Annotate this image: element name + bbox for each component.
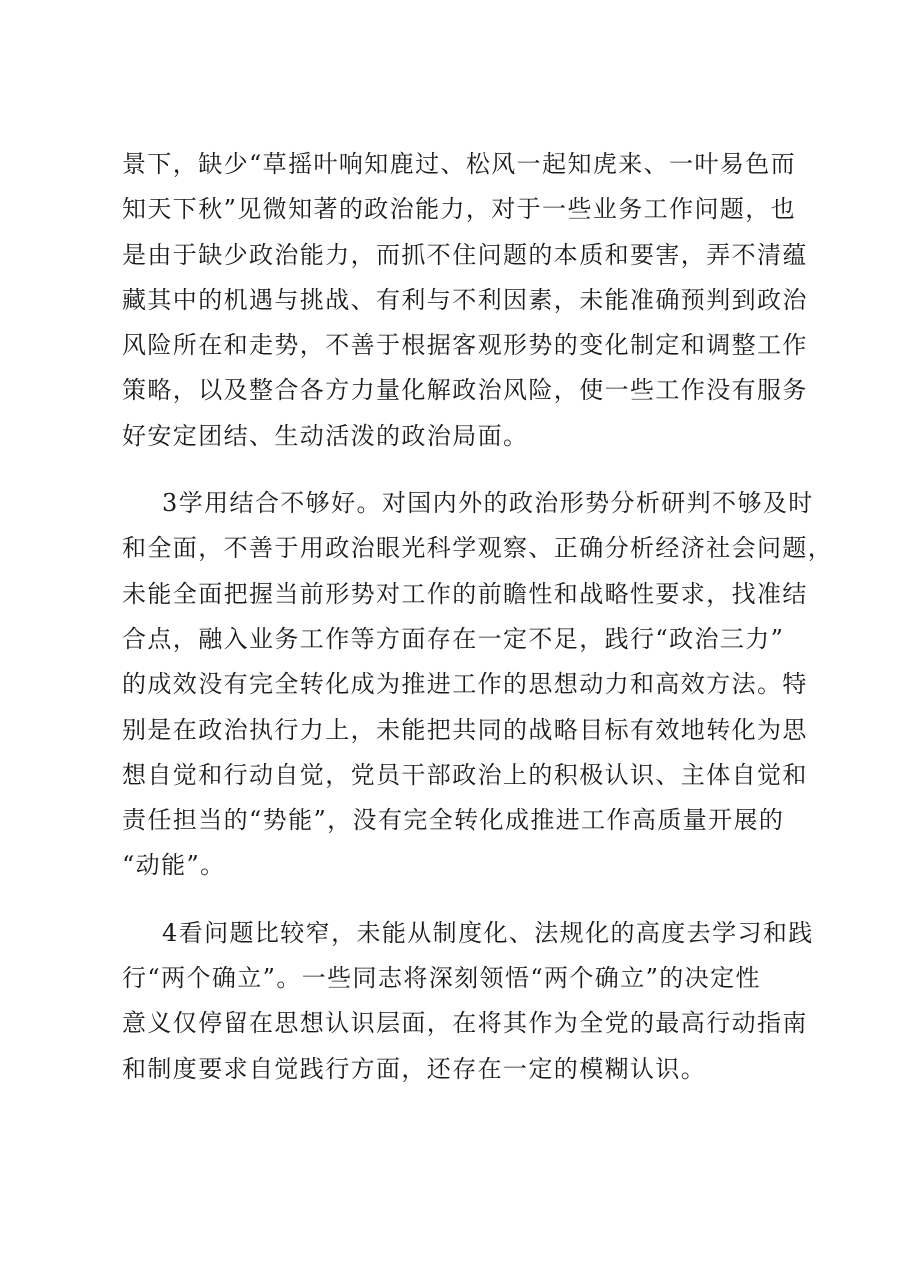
text-line: 责任担当的“势能”，没有完全转化成推进工作高质量开展的: [122, 806, 785, 835]
paragraph-3: [122, 911, 814, 1092]
text-line: 藏其中的机遇与挑战、有利与不利因素，未能准确预判到政治: [122, 285, 808, 314]
text-line: 行“两个确立”。一些同志将深刻领悟“两个确立”的决定性: [122, 964, 761, 993]
text-line: 风险所在和走势，不善于根据客观形势的变化制定和调整工作: [122, 331, 808, 360]
text-line: 未能全面把握当前形势对工作的前瞻性和战略性要求，找准结: [122, 579, 808, 608]
paragraph-spacer: [122, 889, 802, 911]
text-line: 4看问题比较窄，未能从制度化、法规化的高度去学习和践: [162, 918, 814, 947]
paragraph-1: [122, 142, 808, 459]
text-line: “动能”。: [122, 851, 226, 880]
text-line: 策略，以及整合各方力量化解政治风险，使一些工作没有服务: [122, 376, 808, 405]
text-line: 知天下秋”见微知著的政治能力，对于一些业务工作问题，也: [122, 195, 797, 224]
document-body: [122, 142, 834, 1092]
text-line: 和全面，不善于用政治眼光科学观察、正确分析经济社会问题，: [122, 534, 834, 563]
text-line: 意义仅停留在思想认识层面，在将其作为全党的最高行动指南: [122, 1009, 808, 1038]
paragraph-2: [122, 481, 834, 889]
text-line: 合点，融入业务工作等方面存在一定不足，践行“政治三力”: [122, 624, 785, 653]
text-line: 好安定团结、生动活泼的政治局面。: [122, 421, 529, 450]
text-line: 别是在政治执行力上，未能把共同的战略目标有效地转化为思: [122, 715, 808, 744]
text-line: 3学用结合不够好。对国内外的政治形势分析研判不够及时: [162, 489, 814, 518]
paragraph-spacer: [122, 459, 802, 481]
text-line: 是由于缺少政治能力，而抓不住问题的本质和要害，弄不清蕴: [122, 240, 808, 269]
text-line: 和制度要求自觉践行方面，还存在一定的模糊认识。: [122, 1054, 707, 1083]
text-line: 景下，缺少“草摇叶响知鹿过、松风一起知虎来、一叶易色而: [122, 150, 797, 178]
text-line: 想自觉和行动自觉，党员干部政治上的积极认识、主体自觉和: [122, 760, 808, 789]
text-line: 的成效没有完全转化成为推进工作的思想动力和高效方法。特: [122, 670, 808, 699]
